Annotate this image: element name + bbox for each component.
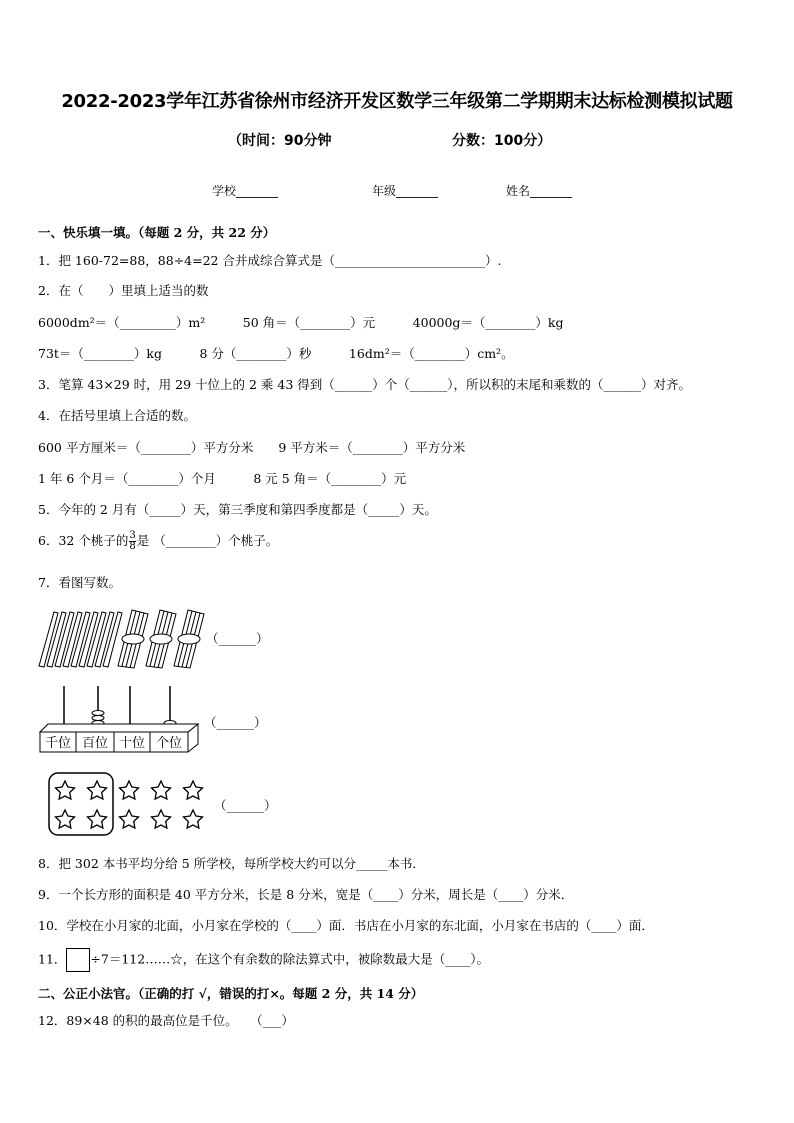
question-9: 9．一个长方形的面积是 40 平方分米，长是 8 分米，宽是（____）分米，周长是（____）分米． — [38, 887, 574, 902]
question-6 — [38, 531, 278, 552]
single-sticks — [39, 612, 122, 667]
section-1-heading: 一、快乐填一填。（每题 2 分，共 22 分） — [38, 225, 276, 240]
star-group-box — [49, 773, 113, 835]
question-4-line-1: 600 平方厘米＝（________）平方分米 9 平方米＝（________）平方分米 — [38, 440, 466, 455]
school-field: 学校_______ — [212, 184, 279, 198]
time-label: （时间：90分钟 — [228, 133, 332, 149]
abacus-label-tens: 十位 — [118, 736, 146, 751]
section-2-heading: 二、公正小法官。（正确的打 √，错误的打×。每题 2 分，共 14 分） — [38, 986, 424, 1001]
fraction — [129, 531, 135, 552]
sticks-figure — [36, 604, 216, 672]
score-label: 分数：100分） — [452, 133, 552, 149]
question-4-line-2: 1 年 6 个月＝（________）个月 8 元 5 角＝（________）元 — [38, 471, 407, 486]
question-11-text: ÷7＝112……☆，在这个有余数的除法算式中，被除数最大是（____）。 — [90, 951, 489, 967]
stars-figure — [46, 770, 212, 838]
name-field: 姓名_______ — [506, 184, 573, 198]
fraction-denominator: 8 — [129, 541, 136, 552]
question-2-line-1: 6000dm²＝（_________）m² 50 角＝（________）元 40000g＝（________）kg — [38, 315, 564, 330]
question-4: 4．在括号里填上合适的数。 — [38, 408, 196, 423]
question-3: 3．笔算 43×29 时，用 29 十位上的 2 乘 43 得到（______）个（______），所以积的末尾和乘数的（______）对齐。 — [38, 377, 692, 392]
question-6-suffix: 是 （________）个桃子。 — [136, 533, 279, 548]
sticks-answer-blank: （______） — [206, 631, 269, 646]
abacus-answer-blank: （______） — [204, 715, 267, 730]
question-7: 7．看图写数。 — [38, 575, 121, 590]
question-10: 10．学校在小月家的北面，小月家在学校的（____）面．书店在小月家的东北面，小月家在书店的（____）面． — [38, 918, 654, 933]
stick-bundles — [118, 610, 204, 668]
question-12: 12．89×48 的积的最高位是千位。 （___） — [38, 1013, 294, 1028]
dividend-box — [66, 948, 90, 972]
page-title: 2022-2023学年江苏省徐州市经济开发区数学三年级第二学期期末达标检测模拟试题 — [61, 91, 733, 112]
question-6-prefix: 6．32 个桃子的 — [38, 533, 129, 548]
stars-answer-blank: （______） — [214, 798, 277, 813]
abacus-label-ones: 个位 — [155, 736, 183, 751]
question-1: 1．把 160-72=88，88÷4=22 合并成综合算式是（________________________）. — [38, 253, 502, 268]
question-8: 8．把 302 本书平均分给 5 所学校，每所学校大约可以分_____本书． — [38, 856, 425, 871]
fraction-numerator: 3 — [129, 530, 136, 541]
question-5: 5．今年的 2 月有（_____）天，第三季度和第四季度都是（_____）天。 — [38, 502, 437, 517]
stars — [56, 781, 203, 828]
abacus-figure — [38, 684, 200, 754]
question-11-number: 11． — [38, 951, 67, 967]
grade-field: 年级_______ — [372, 184, 439, 198]
abacus-label-thousands: 千位 — [44, 736, 72, 751]
question-2-line-2: 73t＝（________）kg 8 分（________）秒 16dm²＝（________）cm²。 — [38, 346, 514, 361]
question-2: 2．在（ ）里填上适当的数 — [38, 283, 209, 298]
question-11 — [38, 948, 489, 972]
abacus-label-hundreds: 百位 — [81, 736, 109, 751]
